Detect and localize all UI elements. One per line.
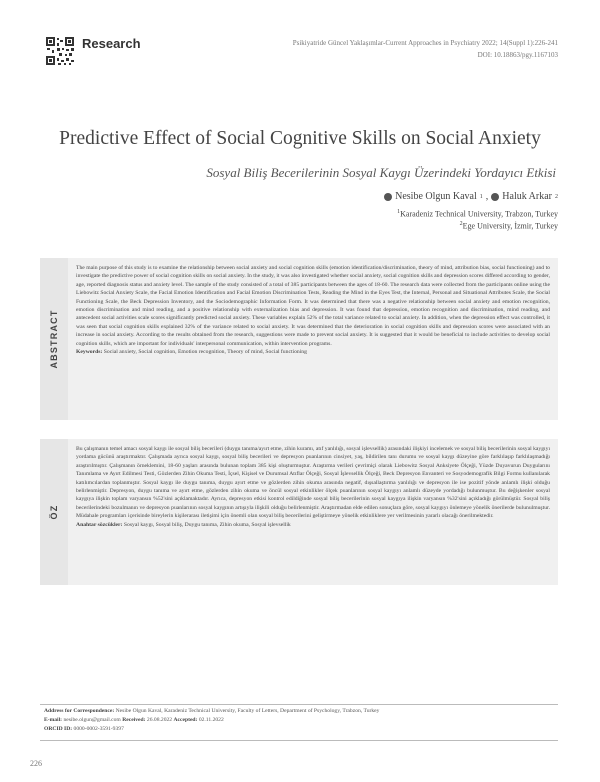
oz-keywords-text: Sosyal kaygı, Sosyal biliş, Duygu tanıma, Zihin okuma, Sosyal işlevsellik	[123, 521, 291, 528]
keywords-text: Social anxiety, Social cognition, Emotion recognition, Theory of mind, Social functioning	[103, 349, 307, 356]
oz-keywords	[76, 521, 550, 529]
page-number: 226	[30, 759, 42, 768]
keywords-label: Keywords:	[76, 349, 103, 356]
affiliation	[460, 221, 558, 231]
author-list	[384, 191, 558, 202]
qr-code-icon	[45, 36, 75, 66]
correspondence-line	[44, 708, 379, 714]
article-title: Predictive Effect of Social Cognitive Skills on Social Anxiety	[59, 128, 541, 149]
accepted-label: Accepted:	[173, 717, 198, 723]
email-link[interactable]: nesibe.olgun@gmail.com	[63, 717, 121, 723]
abstract-sidebar	[40, 258, 68, 420]
oz-keywords-label: Anahtar sözcükler:	[76, 521, 123, 528]
doi-link[interactable]: DOI: 10.18863/pgy.1167103	[477, 51, 558, 59]
orcid-line	[44, 726, 124, 732]
orcid-icon[interactable]	[384, 193, 392, 201]
orcid-icon[interactable]	[491, 193, 499, 201]
abstract-body	[76, 264, 550, 356]
abstract-text: The main purpose of this study is to examine the relationship between social anxiety and social cognition skills (emotion identification/discrimination, theory of mind, attribution bias, social functioning) and to investigate the predictive power of social cognition skills on social anxiety. In the study, it was also investigated whether social anxiety, social cognition skills and depression scores differed according to gender, age, reported diagnosis status and anxiety level. The sample of the study consisted of a total of 385 participants between the ages of 18-60. The research data were collected from the participants online using the Liebowitz Social Anxiety Scale, the Facial Emotion Identification and Facial Emotion Discrimination Tests, Reading the Mind in the Eyes Test, the Internal, Personal and Situational Attributes Scale, the Social Functioning Scale, the Beck Depression Inventory, and the Sociodemographic Information Form. It was determined that there was a negative relationship between social anxiety and emotion recognition, emotion discrimination and mind reading, and a positive relationship with externalization bias and depression. It was found that depression, emotion recognition and discrimination, mind reading, and antecedent social activities scale scores significantly predicted social anxiety. These variables explain 52% of the total variance related to social anxiety. In addition, when the depression effect was controlled, it was seen that social cognition skills explained 32% of the variance related to social anxiety. It was determined that the deterioration in social cognition skills and depression scores were associated with an increase in social anxiety. According to the results obtained from the research, suggestions were made to prevent social anxiety. It is suggested that it would be beneficial to include activities to develop social cognition skills, which are important for individuals' interpersonal communication, within intervention programs.	[76, 265, 550, 347]
author-sup: 2	[555, 193, 558, 200]
accepted-date: 02.11.2022	[198, 717, 224, 723]
abstract-box	[40, 258, 558, 420]
orcid-id[interactable]: 0000-0002-3591-9397	[73, 726, 124, 732]
section-label: Research	[82, 36, 141, 51]
journal-citation: Psikiyatride Güncel Yaklaşımlar-Current Approaches in Psychiatry 2022; 14(Suppl 1):226-241	[292, 39, 558, 47]
orcid-label: ORCID ID:	[44, 726, 73, 732]
oz-text: Bu çalışmanın temel amacı sosyal kaygı ile sosyal biliş becerileri (duygu tanıma/ayırt etme, zihin kuramı, atıf yanlılığı, sosyal işlevsellik) arasındaki ilişkiyi incelemek ve sosyal biliş becerilerinin sosyal kaygıyı yordama gücünü araştırmaktır. Çalışmada ayrıca sosyal kaygı, sosyal biliş becerileri ve depresyon puanlarının cinsiyet, yaş, bildirilen tanı durumu ve sosyal kaygı düzeyine göre farklılaşıp farklılaşmadığı araştırılmıştır. Çalışmanın örneklemini, 18-60 yaşları arasında bulunan toplam 385 kişi oluşturmuştur. Araştırma verileri çevrimiçi olarak Liebowitz Sosyal Anksiyete Ölçeği, Yüzde Duyavurun Duygularını Tanımlama ve Ayırt Edilmesi Testi, Gözlerden Zihin Okuma Testi, İçsel, Kişisel ve Durumsal Atıflar Ölçeği, Sosyal İşlevsellik Ölçeği, Beck Depresyon Envanteri ve Sosyodemografik Bilgi Formu kullanılarak katılımcılardan toplanmıştır. Sosyal kaygı ile duygu tanıma, duygu ayırt etme ve gözlerden zihin okuma arasında negatif, dışsallaştırma yanlılığı ve depresyon ile ise pozitif yönde anlamlı ilişki olduğu belirlenmiştir. Depresyon, duygu tanıma ve ayırt etme, gözlerden zihin okuma ve öncül sosyal etkinlikler ölçek puanlarının sosyal kaygıyı anlamlı düzeyde yordadığı bulunmuştur. Bu değişkenler sosyal kaygıya ilişkin toplam varyansın %52'sini açıklamaktadır. Ayrıca, depresyon etkisi kontrol edildiğinde sosyal biliş becerilerinin sosyal kaygıya ilişkin varyansın %32'sini açıkladığı görülmüştür. Sosyal biliş becerilerindeki bozulmanın ve depresyon puanlarının sosyal kaygının artışıyla ilişkili olduğu belirlenmiştir. Araştırmadan elde edilen sonuçlara göre, sosyal kaygıyı önlemeye yönelik önerilerde bulunulmuştur. Müdahale programları içerisinde bireylerin kişilerarası iletişimi için önemli olan sosyal biliş becerilerini geliştirmeye yönelik etkinliklere yer verilmesinin yararlı olacağı önerilmektedir.	[76, 446, 551, 520]
received-label: Received:	[122, 717, 146, 723]
abstract-label: ABSTRACT	[49, 309, 59, 369]
affiliation	[397, 209, 558, 219]
oz-label: ÖZ	[49, 504, 59, 520]
affiliation-text: Karadeniz Technical University, Trabzon, Turkey	[400, 209, 558, 219]
email-label: E-mail:	[44, 717, 63, 723]
oz-body	[76, 445, 550, 529]
author-name: Nesibe Olgun Kaval	[395, 191, 477, 202]
email-dates-line	[44, 717, 224, 723]
affiliation-sup: 2	[459, 221, 463, 227]
oz-box	[40, 439, 558, 585]
affiliation-text: Ege University, İzmir, Turkey	[462, 221, 558, 231]
oz-sidebar	[40, 439, 68, 585]
received-date: 26.08.2022	[146, 717, 173, 723]
author-sup: 1	[479, 193, 483, 200]
abstract-keywords	[76, 348, 550, 356]
correspondence-text: Nesibe Olgun Kaval, Karadeniz Technical University, Faculty of Letters, Department of Psychology, Trabzon, Turkey	[115, 708, 380, 714]
affiliation-sup: 1	[397, 209, 401, 215]
correspondence-label: Address for Correspondence:	[44, 708, 115, 714]
article-subtitle: Sosyal Biliş Becerilerinin Sosyal Kaygı Üzerindeki Yordayıcı Etkisi	[206, 165, 556, 180]
author-name: Haluk Arkar	[502, 191, 552, 202]
author-separator: ,	[485, 191, 489, 202]
footer-divider	[40, 704, 558, 705]
footer-bottom-divider	[40, 740, 558, 741]
